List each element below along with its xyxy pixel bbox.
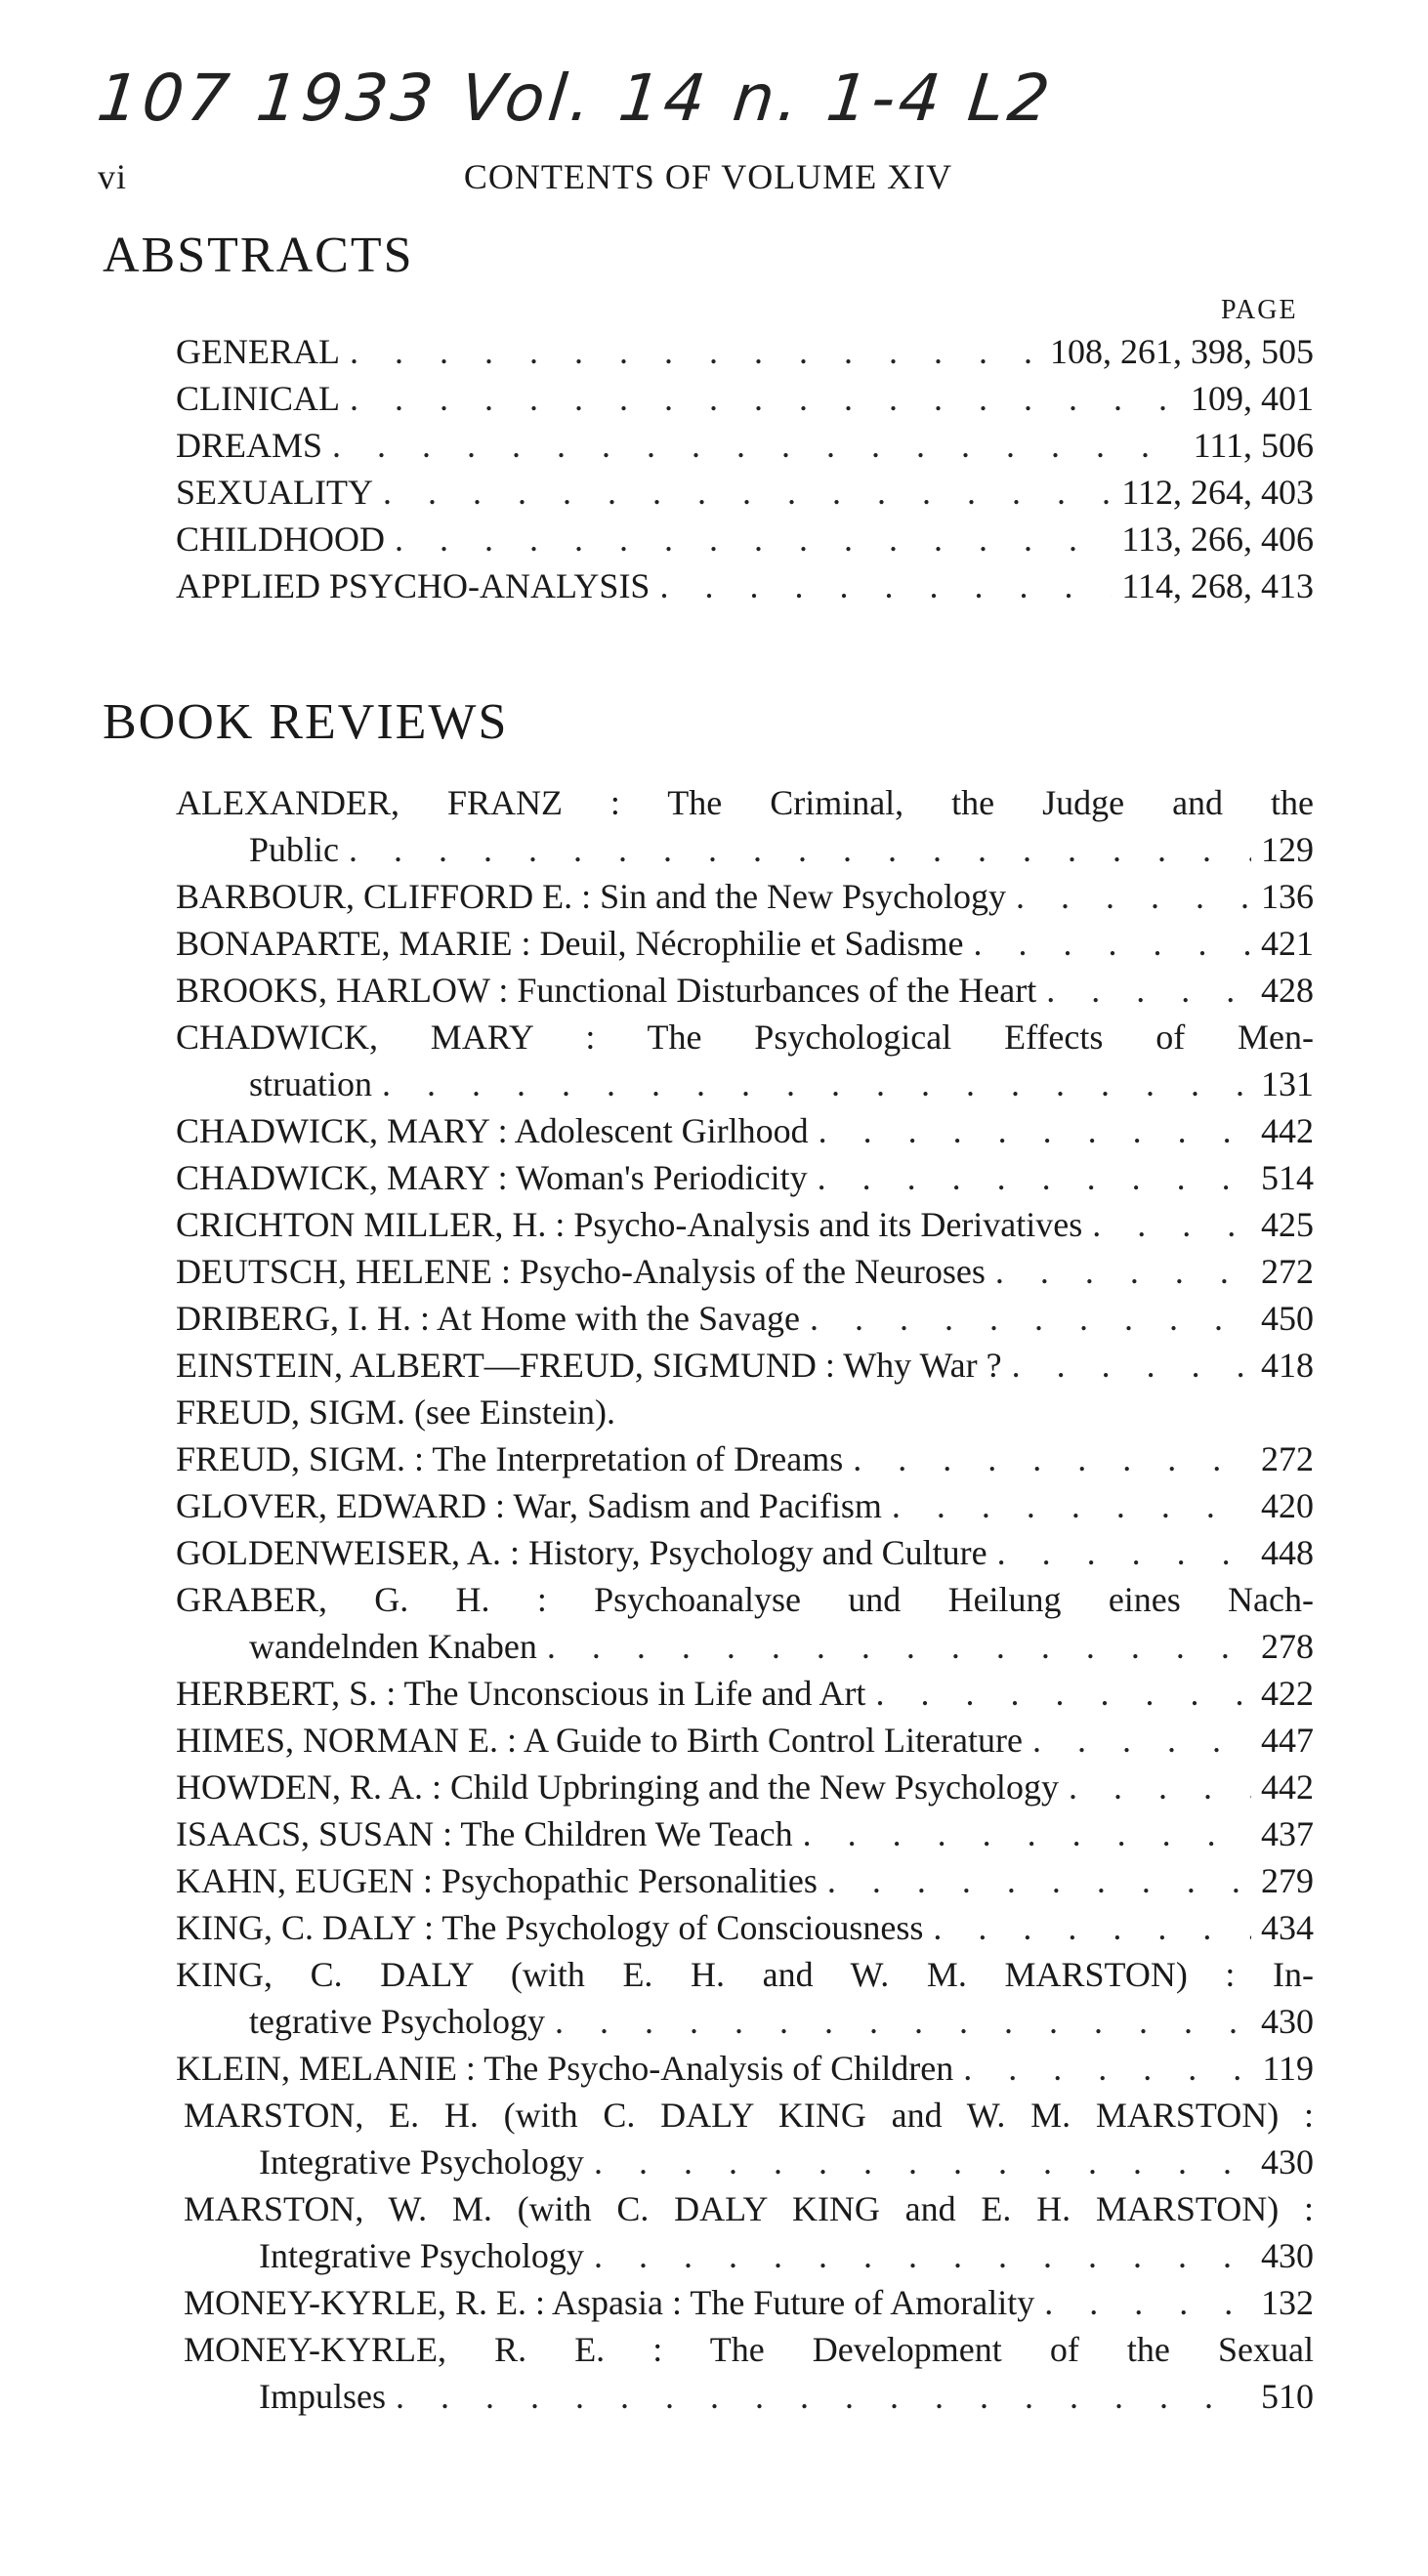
dot-leader: [350, 328, 1040, 375]
review-page: 428: [1261, 971, 1314, 1010]
dot-leader: [963, 2045, 1252, 2092]
dot-leader: [332, 422, 1184, 469]
review-entry: KAHN, EUGEN : Psychopathic Personalities . . . 279: [176, 1857, 1314, 1904]
review-entry-line: MONEY-KYRLE, R. E. : The Development of the Sexual: [184, 2330, 1314, 2369]
dot-leader: [349, 826, 1251, 873]
review-entry: ISAACS, SUSAN : The Children We Teach . . . 437: [176, 1810, 1314, 1857]
dot-leader: [1046, 967, 1251, 1014]
abstract-pages: 108, 261, 398, 505: [1050, 332, 1314, 371]
dot-leader: [594, 2139, 1251, 2185]
review-entry: tegrative Psychology . . . 430: [249, 1998, 1314, 2045]
review-entry: wandelnden Knaben . . . 278: [249, 1623, 1314, 1670]
review-page: 430: [1261, 2002, 1314, 2041]
dot-leader: [1012, 1342, 1251, 1389]
dot-leader: [819, 1107, 1251, 1154]
dot-leader: [1069, 1764, 1251, 1810]
dot-leader: [547, 1623, 1251, 1670]
review-page: 422: [1261, 1674, 1314, 1713]
review-page: 510: [1261, 2377, 1314, 2416]
review-page: 119: [1262, 2049, 1314, 2088]
review-entry: GLOVER, EDWARD : War, Sadism and Pacifism . . . 420: [176, 1482, 1314, 1529]
abstract-label: DREAMS: [176, 426, 323, 465]
abstract-row-dreams: [176, 422, 1314, 469]
review-entry: MONEY-KYRLE, R. E. : Aspasia : The Future of Amorality . . . 132: [184, 2279, 1314, 2326]
review-entry: FREUD, SIGM. : The Interpretation of Dreams . . . 272: [176, 1435, 1314, 1482]
dot-leader: [1044, 2279, 1251, 2326]
review-entry: GOLDENWEISER, A. : History, Psychology and Culture . . . 448: [176, 1529, 1314, 1576]
abstract-row-general: [176, 328, 1314, 375]
review-page: 434: [1261, 1908, 1314, 1947]
review-entry: CHADWICK, MARY : Woman's Periodicity . . . 514: [176, 1154, 1314, 1201]
review-entry: HOWDEN, R. A. : Child Upbringing and the New Psychology . . . 442: [176, 1764, 1314, 1810]
dot-leader: [396, 2373, 1251, 2420]
review-entry: EINSTEIN, ALBERT—FREUD, SIGMUND : Why War ? . . . 418: [176, 1342, 1314, 1389]
review-entry: KING, C. DALY : The Psychology of Consciousness . . . 434: [176, 1904, 1314, 1951]
review-entry: Impulses . . . 510: [259, 2373, 1314, 2420]
review-page: 442: [1261, 1111, 1314, 1150]
dot-leader: [810, 1295, 1251, 1342]
abstract-pages: 114, 268, 413: [1121, 566, 1314, 605]
review-page: 442: [1261, 1767, 1314, 1807]
page-number: vi: [98, 157, 128, 196]
review-page: 272: [1261, 1439, 1314, 1478]
review-page: 278: [1261, 1627, 1314, 1666]
abstract-label: APPLIED PSYCHO-ANALYSIS: [176, 566, 651, 605]
review-entry: DRIBERG, I. H. : At Home with the Savage . . . 450: [176, 1295, 1314, 1342]
review-page: 131: [1261, 1064, 1314, 1103]
dot-leader: [555, 1998, 1251, 2045]
dot-leader: [803, 1810, 1251, 1857]
handwritten-catalog-note: 107 1933 Vol. 14 n. 1-4 L2: [93, 61, 1058, 136]
abstracts-heading: ABSTRACTS: [103, 228, 414, 283]
abstract-row-sexuality: [176, 469, 1314, 516]
page-column-label: PAGE: [1221, 295, 1298, 325]
review-page: 448: [1261, 1533, 1314, 1572]
review-page: 430: [1261, 2142, 1314, 2181]
review-entry-line: KING, C. DALY (with E. H. and W. M. MARSTON) : In-: [176, 1955, 1314, 1994]
dot-leader: [827, 1857, 1251, 1904]
review-page: 421: [1261, 924, 1314, 963]
review-entry: KLEIN, MELANIE : The Psycho-Analysis of Children . . . 119: [176, 2045, 1314, 2092]
dot-leader: [853, 1435, 1251, 1482]
review-entry: BONAPARTE, MARIE : Deuil, Nécrophilie et Sadisme . . . 421: [176, 920, 1314, 967]
dot-leader: [973, 920, 1251, 967]
abstract-row-applied: [176, 562, 1314, 609]
dot-leader: [1032, 1717, 1251, 1764]
review-page: 437: [1261, 1814, 1314, 1853]
review-entry-line: MARSTON, E. H. (with C. DALY KING and W. M. MARSTON) :: [184, 2096, 1314, 2135]
review-entry: Integrative Psychology . . . 430: [259, 2232, 1314, 2279]
review-page: 279: [1261, 1861, 1314, 1900]
dot-leader: [1016, 873, 1251, 920]
abstract-row-childhood: [176, 516, 1314, 562]
book-reviews-heading: BOOK REVIEWS: [103, 694, 509, 750]
review-entry: Integrative Psychology . . . 430: [259, 2139, 1314, 2185]
review-entry: DEUTSCH, HELENE : Psycho-Analysis of the Neuroses . . . 272: [176, 1248, 1314, 1295]
abstract-pages: 112, 264, 403: [1121, 473, 1314, 512]
abstract-label: CHILDHOOD: [176, 519, 385, 559]
dot-leader: [892, 1482, 1251, 1529]
review-entry: Public . . . 129: [249, 826, 1314, 873]
review-page: 430: [1261, 2236, 1314, 2275]
review-page: 129: [1261, 830, 1314, 869]
abstract-label: CLINICAL: [176, 379, 340, 418]
review-page: 272: [1261, 1252, 1314, 1291]
dot-leader: [383, 469, 1112, 516]
review-page: 132: [1261, 2283, 1314, 2322]
dot-leader: [997, 1529, 1251, 1576]
abstract-pages: 111, 506: [1193, 426, 1314, 465]
dot-leader: [395, 516, 1112, 562]
dot-leader: [659, 562, 1112, 609]
review-page: 418: [1261, 1346, 1314, 1385]
dot-leader: [933, 1904, 1251, 1951]
abstract-pages: 109, 401: [1191, 379, 1314, 418]
abstract-label: GENERAL: [176, 332, 340, 371]
dot-leader: [995, 1248, 1251, 1295]
dot-leader: [1092, 1201, 1251, 1248]
dot-leader: [818, 1154, 1251, 1201]
review-entry: CRICHTON MILLER, H. : Psycho-Analysis and its Derivatives . . . 425: [176, 1201, 1314, 1248]
review-page: 514: [1261, 1158, 1314, 1197]
dot-leader: [350, 375, 1181, 422]
review-page: 136: [1261, 877, 1314, 916]
running-title: CONTENTS OF VOLUME XIV: [463, 157, 953, 196]
review-page: 450: [1261, 1299, 1314, 1338]
review-page: 447: [1261, 1721, 1314, 1760]
review-entry-line: MARSTON, W. M. (with C. DALY KING and E. H. MARSTON) :: [184, 2189, 1314, 2228]
review-entry: struation . . . 131: [249, 1060, 1314, 1107]
review-entry: BARBOUR, CLIFFORD E. : Sin and the New Psychology . . . 136: [176, 873, 1314, 920]
abstract-label: SEXUALITY: [176, 473, 373, 512]
dot-leader: [382, 1060, 1251, 1107]
review-page: 420: [1261, 1486, 1314, 1525]
dot-leader: [594, 2232, 1251, 2279]
review-entry: CHADWICK, MARY : Adolescent Girlhood . . . 442: [176, 1107, 1314, 1154]
review-entry-line: ALEXANDER, FRANZ : The Criminal, the Judge and the: [176, 783, 1314, 822]
review-entry: BROOKS, HARLOW : Functional Disturbances of the Heart . . . 428: [176, 967, 1314, 1014]
review-page: 425: [1261, 1205, 1314, 1244]
review-entry: FREUD, SIGM. (see Einstein).: [176, 1392, 615, 1432]
abstract-row-clinical: [176, 375, 1314, 422]
dot-leader: [875, 1670, 1251, 1717]
review-entry: HIMES, NORMAN E. : A Guide to Birth Control Literature . . . 447: [176, 1717, 1314, 1764]
review-entry-line: GRABER, G. H. : Psychoanalyse und Heilung eines Nach-: [176, 1580, 1314, 1619]
abstract-pages: 113, 266, 406: [1121, 519, 1314, 559]
review-entry: HERBERT, S. : The Unconscious in Life and Art . . . 422: [176, 1670, 1314, 1717]
review-entry-line: CHADWICK, MARY : The Psychological Effects of Men-: [176, 1018, 1314, 1057]
